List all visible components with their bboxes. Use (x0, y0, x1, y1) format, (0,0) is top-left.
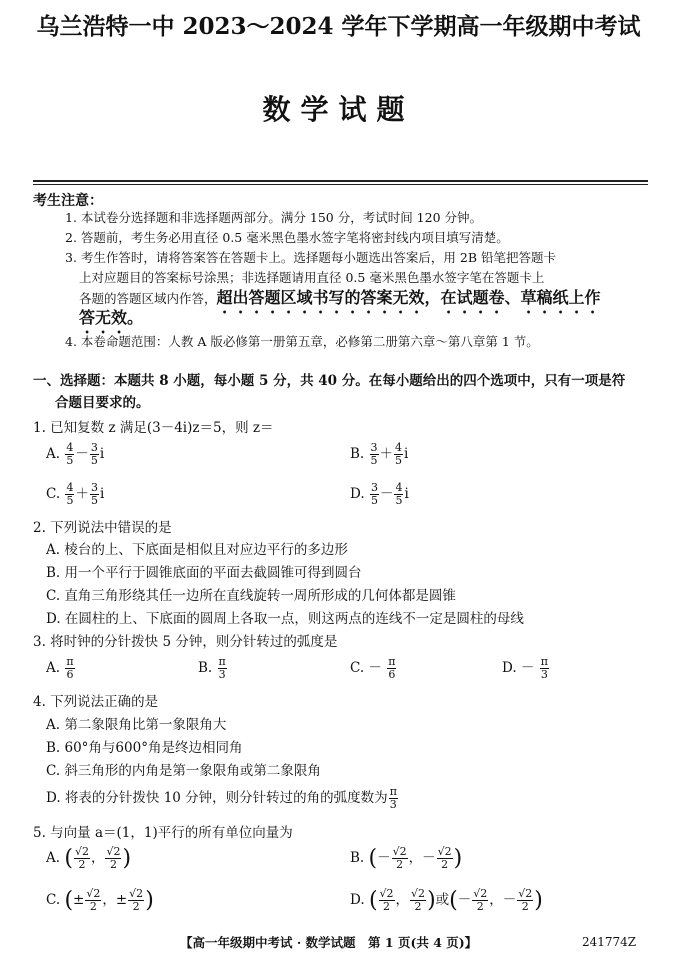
page-footer: 【高一年级期中考试 · 数学试题 第 1 页(共 4 页)】 (180, 935, 478, 950)
notice-item: 3. 考生作答时，请将答案答在答题卡上。选择题每小题选出答案后，用 2B 铅笔把答题卡 (65, 250, 556, 265)
option-label: B. (350, 850, 365, 866)
divider (33, 184, 648, 185)
fraction: $\frac{\pi}{3}$ (218, 655, 226, 681)
section-heading: 一、选择题：本题共 8 小题，每小题 5 分，共 40 分。在每小题给出的四个选项中，只有一项是符 (33, 373, 626, 389)
question-4-option-c: C. 斜三角形的内角是第一象限角或第二象限角 (46, 763, 321, 779)
option-label: D. (350, 892, 365, 908)
question-1-option-d: D. $\frac{3}{5}$ － $\frac{4}{5}$ i (350, 481, 409, 507)
paper-code: 241774Z (582, 935, 637, 949)
fraction: $\frac{4}{5}$ (395, 441, 403, 467)
question-1-stem: 1. 已知复数 z 满足(3－4i)z＝5，则 z＝ (33, 420, 274, 436)
option-label: A. (46, 850, 61, 866)
question-1-option-c: C. $\frac{4}{5}$ ＋ $\frac{3}{5}$ i (46, 481, 105, 507)
question-1-option-a: A. $\frac{4}{5}$ － $\frac{3}{5}$ i (46, 441, 105, 467)
option-label: B. (198, 660, 213, 676)
fraction: $\frac{4}{5}$ (66, 441, 74, 467)
fraction: $\frac{3}{5}$ (370, 481, 378, 507)
fraction: $\frac{\pi}{6}$ (388, 655, 396, 681)
divider (33, 180, 648, 182)
question-4-stem: 4. 下列说法正确的是 (33, 694, 159, 710)
fraction: $\frac{\pi}{6}$ (66, 655, 74, 681)
question-4-option-a: A. 第二象限角比第一象限角大 (46, 717, 227, 733)
fraction: $\frac{3}{5}$ (90, 441, 98, 467)
option-label: C. － (350, 660, 382, 676)
fraction: $\frac{3}{5}$ (90, 481, 98, 507)
option-label: A. (46, 446, 61, 462)
option-label: D. (350, 486, 365, 502)
option-label: C. (46, 486, 61, 502)
question-5-option-a: A. ( $\frac{√2}{2}$ ， $\frac{√2}{2}$ ) (46, 845, 132, 871)
question-3-option-c (350, 656, 397, 681)
question-4-option-b: B. 60°角与600°角是终边相同角 (46, 740, 243, 756)
option-label: B. (350, 446, 365, 462)
question-2-option-d: D. 在圆柱的上、下底面的圆周上各取一点，则这两点的连线不一定是圆柱的母线 (46, 611, 524, 627)
question-3-option-a (46, 656, 76, 681)
notice-item: 2. 答题前，考生务必用直径 0.5 毫米黑色墨水签字笔将密封线内项目填写清楚。 (65, 230, 509, 245)
question-3-option-d (502, 656, 550, 681)
question-2-option-c: C. 直角三角形绕其任一边所在直线旋转一周所形成的几何体都是圆锥 (46, 588, 456, 604)
question-3-stem: 3. 将时钟的分针拨快 5 分钟，则分针转过的弧度是 (33, 634, 338, 650)
option-label: C. (46, 892, 61, 908)
question-5-stem: 5. 与向量 a＝(1，1)平行的所有单位向量为 (33, 825, 293, 841)
notice-heading: 考生注意： (33, 193, 103, 209)
question-2-option-a: A. 棱台的上、下底面是相似且对应边平行的多边形 (46, 542, 348, 558)
question-1-option-b: B. $\frac{3}{5}$ ＋ $\frac{4}{5}$ i (350, 441, 409, 467)
question-3-option-b (198, 656, 228, 681)
section-heading-cont: 合题目要求的。 (55, 395, 150, 411)
notice-item: 上对应题目的答案标号涂黑；非选择题请用直径 0.5 毫米黑色墨水签字笔在答题卡上 (79, 270, 545, 285)
notice-emphasis: 答无效。 (79, 308, 144, 327)
option-label: A. (46, 660, 61, 676)
question-5-option-d: D. ( $\frac{√2}{2}$ ， $\frac{√2}{2}$ )或(－ $\frac{√2}{2}$ ，－ $\frac{√2}{2}$ ) (350, 887, 543, 913)
fraction: $\frac{\pi}{3}$ (540, 655, 548, 681)
notice-item-text: 各题的答题区域内作答， (79, 291, 217, 306)
notice-item: 4. 本卷命题范围：人教 A 版必修第一册第五章，必修第二册第六章～第八章第 1 节。 (65, 334, 539, 349)
question-4-option-d: D. 将表的分针拨快 10 分钟，则分针转过的角的弧度数为 $\frac{\pi}{3}$ (46, 785, 397, 811)
question-5-option-c: C. (± $\frac{√2}{2}$ ，± $\frac{√2}{2}$ ) (46, 887, 154, 913)
notice-item (79, 286, 601, 317)
question-5-option-b: B. (－ $\frac{√2}{2}$ ，－ $\frac{√2}{2}$ ) (350, 845, 463, 871)
exam-title: 乌兰浩特一中 2023～2024 学年下学期高一年级期中考试 (36, 13, 641, 40)
question-2-stem: 2. 下列说法中错误的是 (33, 520, 172, 536)
fraction: $\frac{4}{5}$ (66, 481, 74, 507)
fraction: $\frac{3}{5}$ (370, 441, 378, 467)
exam-subtitle: 数学试题 (262, 93, 415, 126)
option-label: D. － (502, 660, 535, 676)
question-2-option-b: B. 用一个平行于圆锥底面的平面去截圆锥可得到圆台 (46, 565, 362, 581)
notice-item: 1. 本试卷分选择题和非选择题两部分。满分 150 分，考试时间 120 分钟。 (65, 210, 483, 225)
fraction: $\frac{\pi}{3}$ (389, 785, 397, 811)
notice-emphasis: 超出答题区域书写的答案无效，在试题卷、草稿纸上作 (216, 288, 601, 307)
fraction: $\frac{4}{5}$ (395, 481, 403, 507)
